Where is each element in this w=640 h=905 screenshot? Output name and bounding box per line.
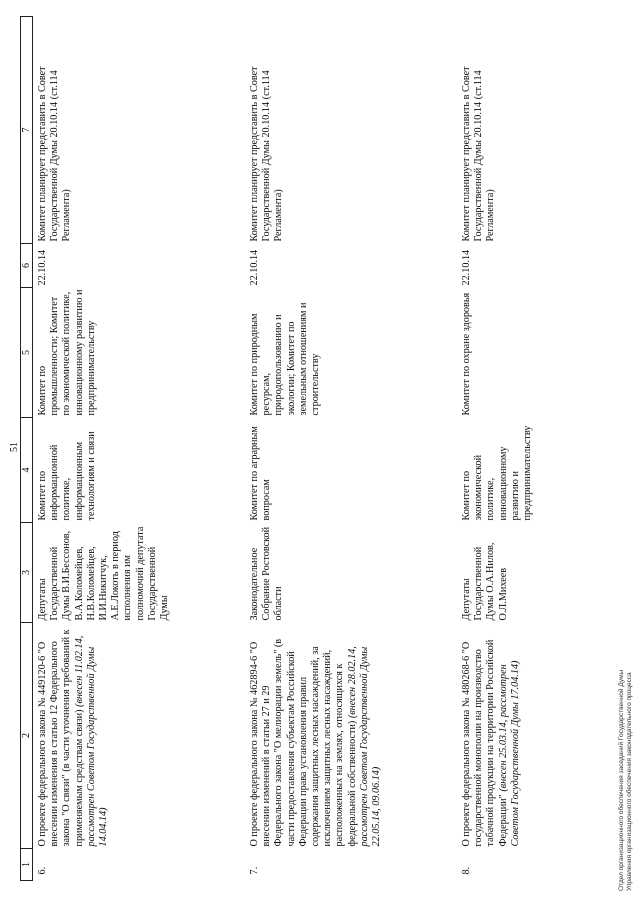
bill-cell (245, 623, 457, 849)
bill-note: (внесен 25.03.14, рассмотрен Советом Государственной Думы 17.04.14) (497, 660, 521, 847)
bill-title: О проекте федерального закона № 462894-6 "О внесении изменений в статьи 27 и 29 Федерального закона "О мелиорации земель" (в части предоставления субъектам Российской Федерации права установления правил содержания защитных лесных насаждений, за исключением защитных лесных насаждений, расположенных на землях, относящихся к федеральной собственности) (249, 638, 358, 847)
column-header: 6 (21, 244, 33, 288)
lead-committee-cell: Комитет по экономической политике, инновационному развитию и предпринимательству (461, 425, 534, 521)
date-cell: 22.10.14 (37, 249, 48, 286)
date-cell: 22.10.14 (461, 249, 472, 286)
co-committees-cell: Комитет по охране здоровья (461, 292, 472, 416)
column-header: 2 (21, 623, 33, 849)
bill-cell (457, 623, 640, 849)
footer-line: Отдел организационного обеспечения заседаний Государственной Думы (618, 669, 625, 891)
column-header: 4 (21, 418, 33, 523)
row-number: 8. (461, 866, 472, 875)
lead-committee-cell: Комитет по аграрным вопросам (249, 426, 273, 521)
footer-line: Управления организационного обеспечения законодательного процесса (626, 672, 633, 891)
co-committees-cell: Комитет по природным ресурсам, природопользованию и экологии; Комитет по земельным отношениям и строительству (249, 302, 322, 416)
bill-title: О проекте федерального закона № 449120-6 "О внесении изменения в статью 12 Федерального закона "О связи" (в части уточнения требований к применяемым средствам связи) (37, 629, 85, 847)
bills-table (20, 16, 640, 881)
bill-cell (33, 623, 246, 849)
bill-note: (внесен 11.02.14, рассмотрен Советом Государственной Думы 14.04.14) (73, 635, 110, 847)
date-cell: 22.10.14 (249, 249, 260, 286)
plan-cell: Комитет планирует представить в Совет Государственной Думы 20.10.14 (ст.114 Регламента) (461, 66, 497, 242)
initiator-cell: Депутаты Государственной Думы О.А.Нилов, О.Л.Михеев (461, 542, 509, 621)
column-header: 5 (21, 288, 33, 418)
page-number: 51 (9, 442, 20, 452)
bill-title: О проекте федерального закона № 480268-6 "О государственной монополии на производство табачной продукции на территории Российской Федерации" (461, 639, 509, 847)
plan-cell: Комитет планирует представить в Совет Государственной Думы 20.10.14 (ст.114 Регламента) (37, 66, 73, 242)
initiator-cell: Депутаты Государственной Думы В.И.Бессонов, В.А.Коломейцев, Н.В.Коломейцев, И.И.Никитчук, А.Е.Локоть в период исполнения им полномочий депутата Государственной Думы (37, 526, 171, 621)
row-number: 6. (37, 866, 48, 875)
column-header: 3 (21, 523, 33, 623)
row-number: 7. (249, 866, 260, 875)
table-row (33, 17, 246, 881)
co-committees-cell: Комитет по промышленности; Комитет по экономической политике, инновационному развитию и предпринимательству (37, 289, 97, 416)
footer (618, 670, 634, 891)
plan-cell: Комитет планирует представить в Совет Государственной Думы 20.10.14 (ст.114 Регламента) (249, 66, 285, 242)
table-row (245, 17, 457, 881)
column-header: 1 (21, 849, 33, 881)
column-header: 7 (21, 17, 33, 244)
bill-note: (внесен 28.02.14, рассмотрен Советом Государственной Думы 22.05.14, 09.06.14) (346, 646, 383, 847)
table-row (457, 17, 640, 881)
lead-committee-cell: Комитет по информационной политике, информационным технологиям и связи (37, 431, 97, 521)
header-row (21, 17, 33, 881)
initiator-cell: Законодательное Собрание Ростовской области (249, 526, 285, 621)
